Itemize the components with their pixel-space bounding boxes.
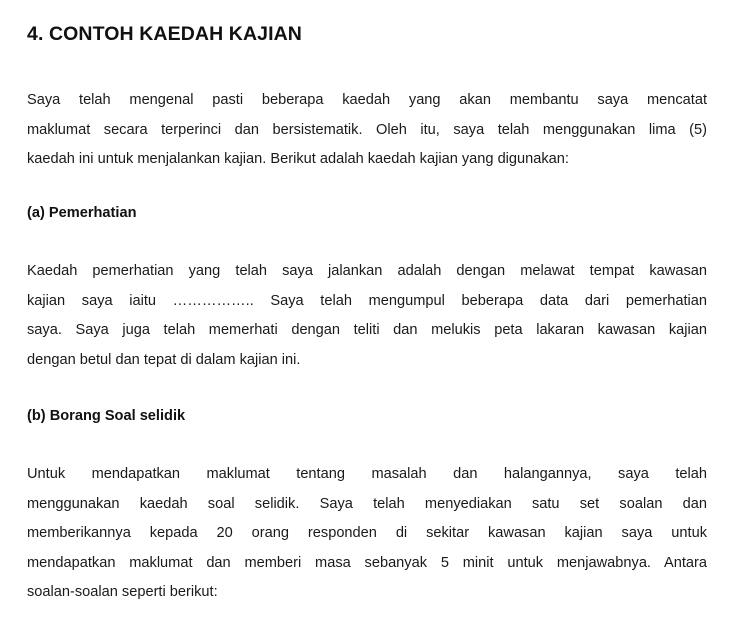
intro-paragraph [27, 86, 707, 175]
section-a-heading: (a) Pemerhatian [27, 205, 137, 221]
section-a-line: kajian saya iaitu …………….. Saya telah mengumpul beberapa data dari pemerhatian [27, 292, 707, 309]
intro-line: maklumat secara terperinci dan bersistematik. Oleh itu, saya telah menggunakan lima (5) [27, 121, 707, 138]
intro-line: kaedah ini untuk menjalankan kajian. Berikut adalah kaedah kajian yang digunakan: [27, 151, 569, 167]
section-a-paragraph [27, 257, 707, 375]
section-b-line: soalan-soalan seperti berikut: [27, 584, 218, 600]
section-a-line: Kaedah pemerhatian yang telah saya jalankan adalah dengan melawat tempat kawasan [27, 263, 707, 279]
section-a-line: dengan betul dan tepat di dalam kajian ini. [27, 351, 301, 368]
intro-line: Saya telah mengenal pasti beberapa kaedah yang akan membantu saya mencatat [27, 92, 707, 108]
section-b-line: menggunakan kaedah soal selidik. Saya telah menyediakan satu set soalan dan [27, 495, 707, 512]
section-b-line: Untuk mendapatkan maklumat tentang masalah dan halangannya, saya telah [27, 466, 707, 482]
section-b-line: mendapatkan maklumat dan memberi masa sebanyak 5 minit untuk menjawabnya. Antara [27, 554, 707, 571]
section-a-line: saya. Saya juga telah memerhati dengan teliti dan melukis peta lakaran kawasan kajian [27, 322, 707, 338]
section-b-line: memberikannya kepada 20 orang responden di sekitar kawasan kajian saya untuk [27, 525, 707, 541]
page-title: 4. CONTOH KAEDAH KAJIAN [27, 23, 302, 45]
section-b-heading: (b) Borang Soal selidik [27, 408, 186, 424]
section-b-paragraph [27, 460, 707, 608]
